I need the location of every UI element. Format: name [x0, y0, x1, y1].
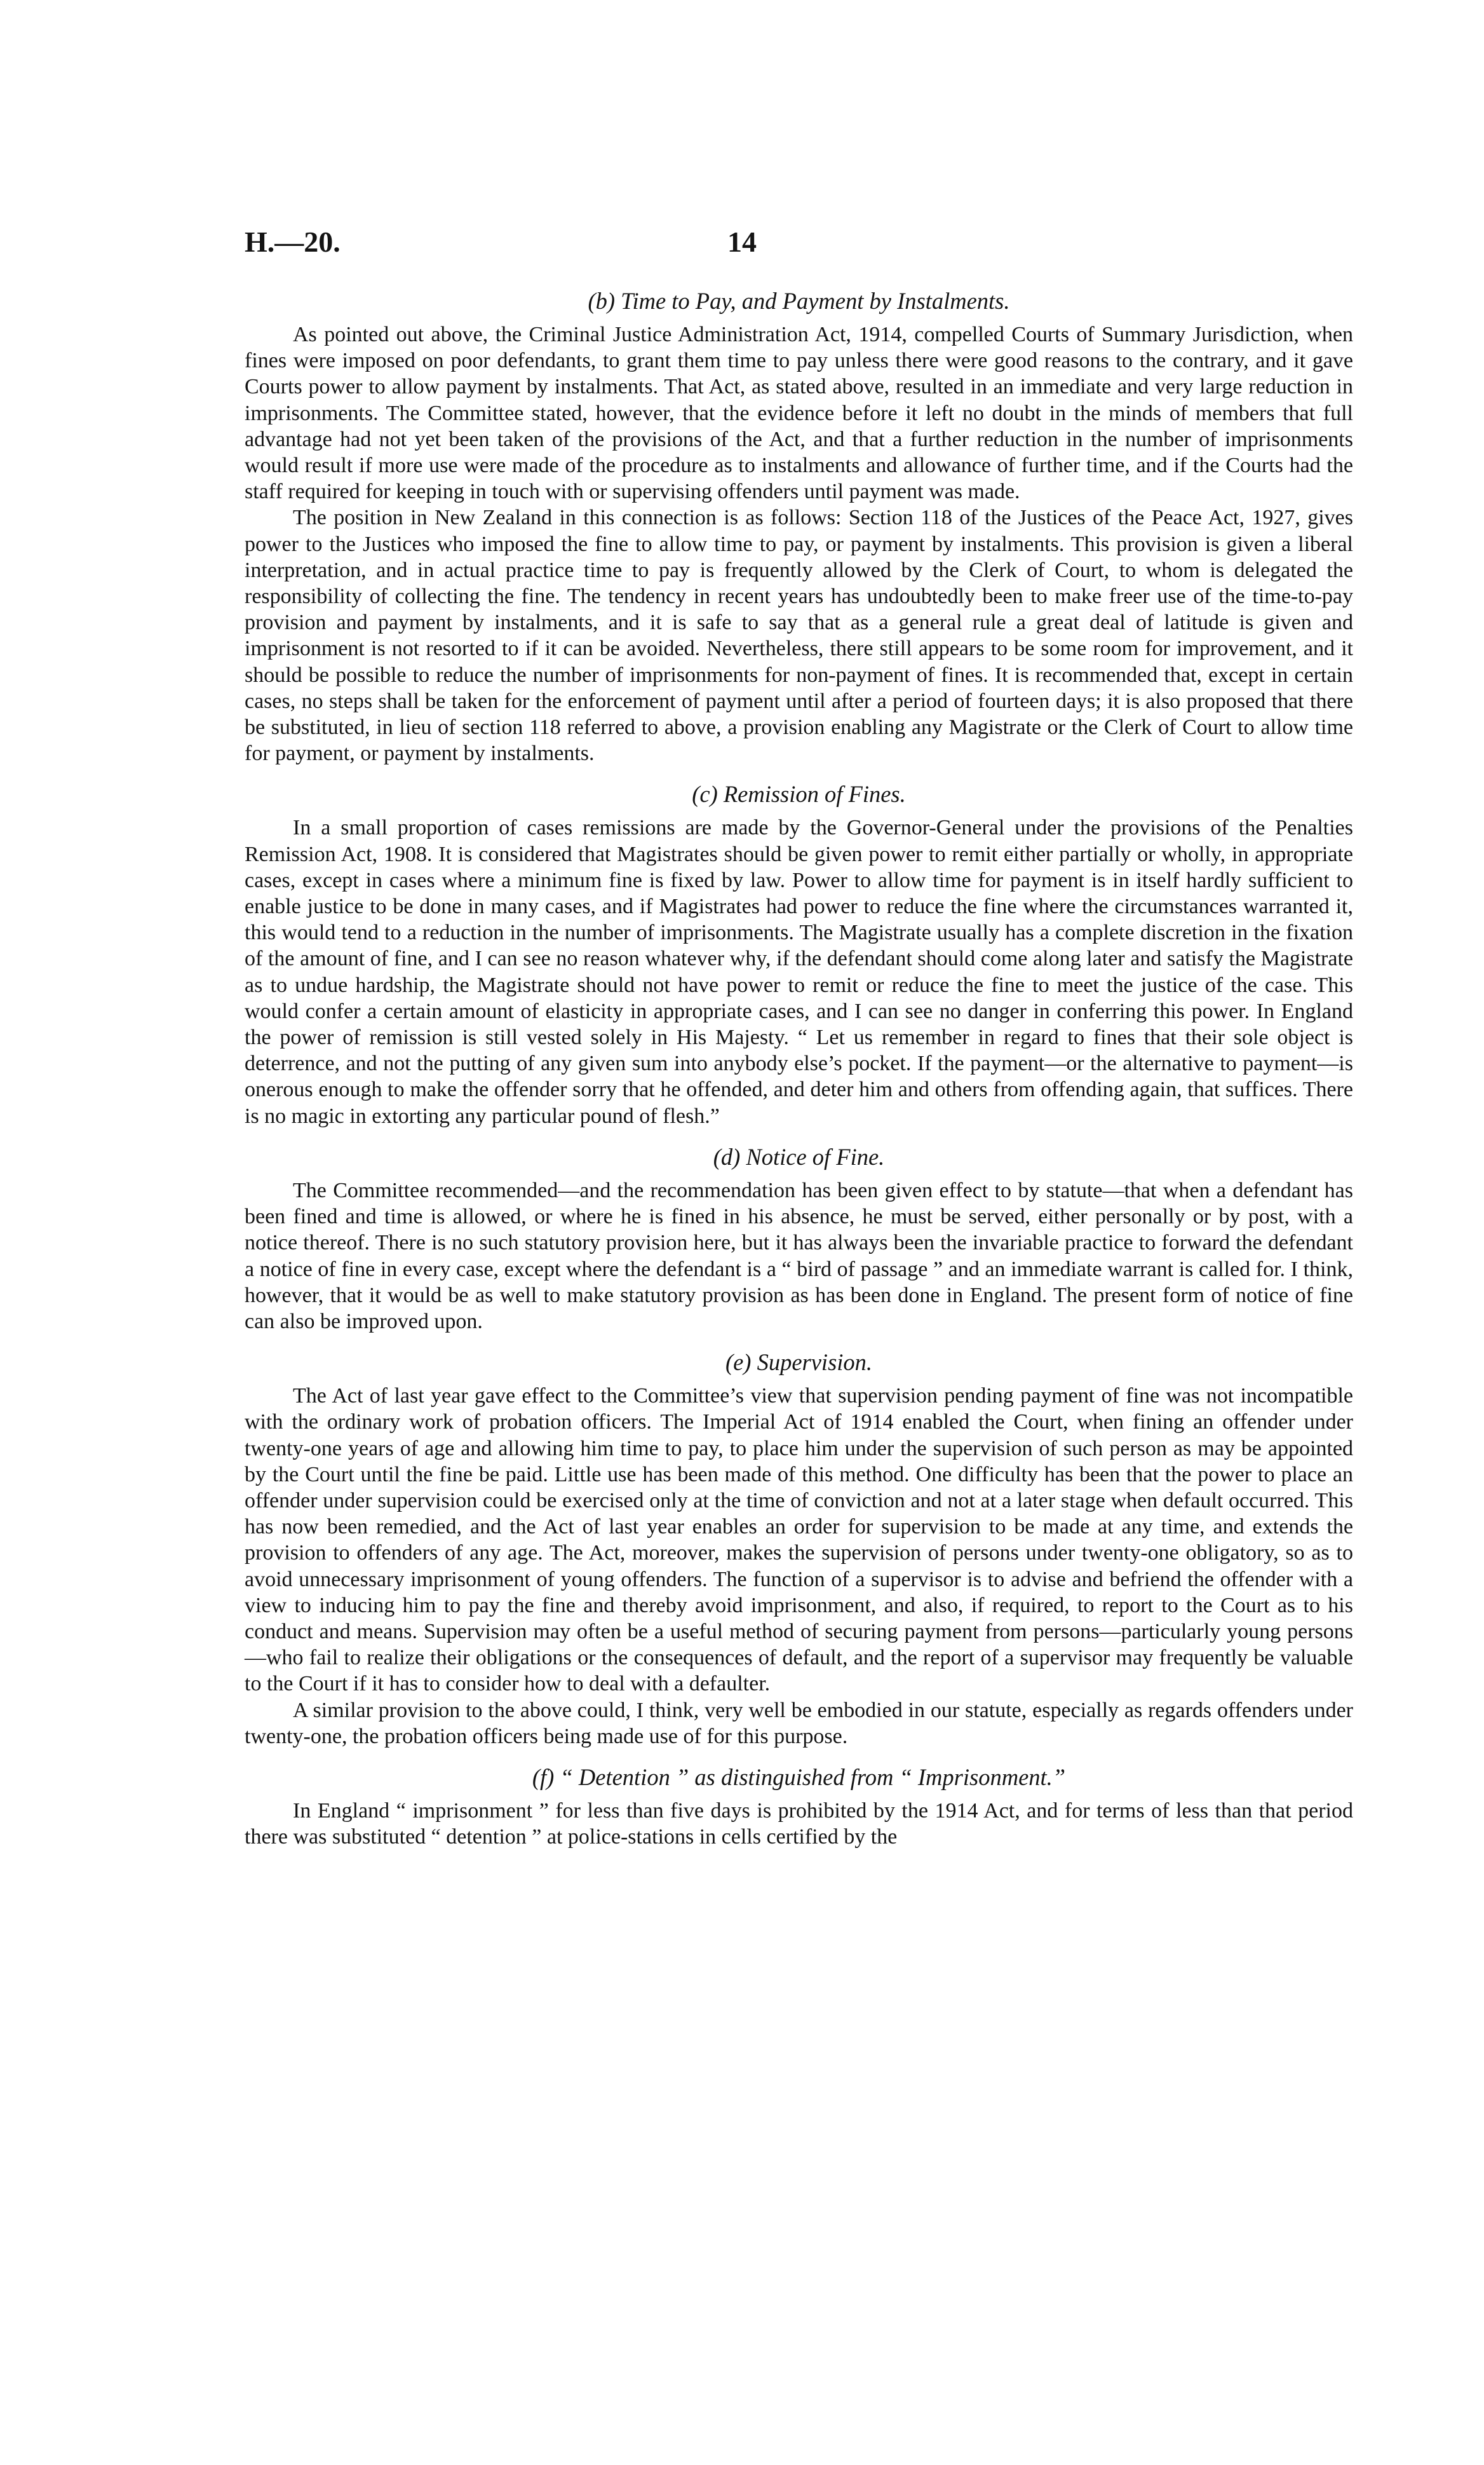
- page-header: [0, 225, 1484, 263]
- section-remission-of-fines: [245, 779, 1353, 1129]
- section-heading: (e) Supervision.: [725, 1349, 873, 1376]
- paragraph: The Committee recommended—and the recommendation has been given effect to by statute—that when a defendant has been fined and time is allowed, or where he is fined in his absence, he must be served, either personally or by post, with a notice thereof. There is no such statutory provision here, but it has always been the invariable practice to forward the defendant a notice of fine in every case, except where the defendant is a “ bird of passage ” and an immediate warrant is called for. I think, however, that it would be as well to make statutory provision as has been done in England. The present form of notice of fine can also be improved upon.: [245, 1178, 1353, 1333]
- document-body: [245, 286, 1353, 1850]
- paragraph: In England “ imprisonment ” for less than five days is prohibited by the 1914 Act, and for terms of less than that period there was substituted “ detention ” at police-stations in cells certified by the: [245, 1798, 1353, 1849]
- document-reference: H.—20.: [245, 226, 341, 258]
- paragraph: The position in New Zealand in this connection is as follows: Section 118 of the Justices of the Peace Act, 1927, gives power to the Justices who imposed the fine to allow time to pay, or payment by instalments. This provision is given a liberal interpretation, and in actual practice time to pay is frequently allowed by the Clerk of Court, to whom is delegated the responsibility of collecting the fine. The tendency in recent years has undoubtedly been to make freer use of the time-to-pay provision and payment by instalments, and it is safe to say that as a general rule a great deal of latitude is given and imprisonment is not resorted to if it can be avoided. Nevertheless, there still appears to be some room for improvement, and it should be possible to reduce the number of imprisonments for non-payment of fines. It is recommended that, except in certain cases, no steps shall be taken for the enforcement of payment until after a period of fourteen days; it is also proposed that there be substituted, in lieu of section 118 referred to above, a provision enabling any Magistrate or the Clerk of Court to allow time for payment, or payment by instalments.: [245, 506, 1353, 766]
- paragraph: As pointed out above, the Criminal Justice Administration Act, 1914, compelled Courts of Summary Jurisdiction, when fines were imposed on poor defendants, to grant them time to pay unless there were good reasons to the contrary, and it gave Courts power to allow payment by instalments. That Act, as stated above, resulted in an immediate and very large reduction in imprisonments. The Committee stated, however, that the evidence before it left no doubt in the minds of members that full advantage had not yet been taken of the provisions of the Act, and that a further reduction in the number of imprisonments would result if more use were made of the procedure as to instalments and allowance of further time, and if the Courts had the staff required for keeping in touch with or supervising offenders until payment was made.: [245, 323, 1353, 504]
- section-heading: (c) Remission of Fines.: [692, 781, 906, 808]
- section-supervision: [245, 1347, 1353, 1749]
- section-notice-of-fine: [245, 1142, 1353, 1334]
- paragraph: A similar provision to the above could, I think, very well be embodied in our statute, especially as regards offenders under twenty-one, the probation officers being made use of for this purpose.: [245, 1698, 1353, 1748]
- section-heading: (f) “ Detention ” as distinguished from “ Imprisonment.”: [532, 1763, 1066, 1790]
- paragraph: In a small proportion of cases remissions are made by the Governor-General under the provisions of the Penalties Remission Act, 1908. It is considered that Magistrates should be given power to remit either partially or wholly, in appropriate cases, except in cases where a minimum fine is fixed by law. Power to allow time for payment is in itself hardly sufficient to enable justice to be done in many cases, and if Magistrates had power to reduce the fine where the circumstances warranted it, this would tend to a reduction in the number of imprisonments. The Magistrate usually has a complete discretion in the fixation of the amount of fine, and I can see no reason whatever why, if the defendant should come along later and satisfy the Magistrate as to undue hardship, the Magistrate should not have power to remit or reduce the fine to meet the justice of the case. This would confer a certain amount of elasticity in appropriate cases, and I can see no danger in conferring this power. In England the power of remission is still vested solely in His Majesty. “ Let us remember in regard to fines that their sole object is deterrence, and not the putting of any given sum into anybody else’s pocket. If the payment—or the alternative to payment—is onerous enough to make the offender sorry that he offended, and deter him and others from offending again, that suffices. There is no magic in extorting any particular pound of flesh.”: [245, 816, 1353, 1128]
- page-number: 14: [727, 226, 757, 258]
- section-time-to-pay: [245, 286, 1353, 766]
- section-heading: (b) Time to Pay, and Payment by Instalments.: [588, 288, 1010, 314]
- section-detention: [245, 1762, 1353, 1850]
- section-heading: (d) Notice of Fine.: [713, 1143, 885, 1170]
- paragraph: The Act of last year gave effect to the Committee’s view that supervision pending payment of fine was not incompatible with the ordinary work of probation officers. The Imperial Act of 1914 enabled the Court, when fining an offender under twenty-one years of age and allowing him time to pay, to place him under the supervision of such person as may be appointed by the Court until the fine be paid. Little use has been made of this method. One difficulty has been that the power to place an offender under supervision could be exercised only at the time of conviction and not at a later stage when default occurred. This has now been remedied, and the Act of last year enables an order for supervision to be made at any time, and extends the provision to offenders of any age. The Act, moreover, makes the supervision of persons under twenty-one obligatory, so as to avoid unnecessary imprisonment of young offenders. The function of a supervisor is to advise and befriend the offender with a view to inducing him to pay the fine and thereby avoid imprisonment, and also, if required, to report to the Court as to his conduct and means. Supervision may often be a useful method of securing payment from persons—particularly young persons—who fail to realize their obligations or the consequences of default, and the report of a supervisor may frequently be valuable to the Court if it has to consider how to deal with a defaulter.: [245, 1384, 1353, 1696]
